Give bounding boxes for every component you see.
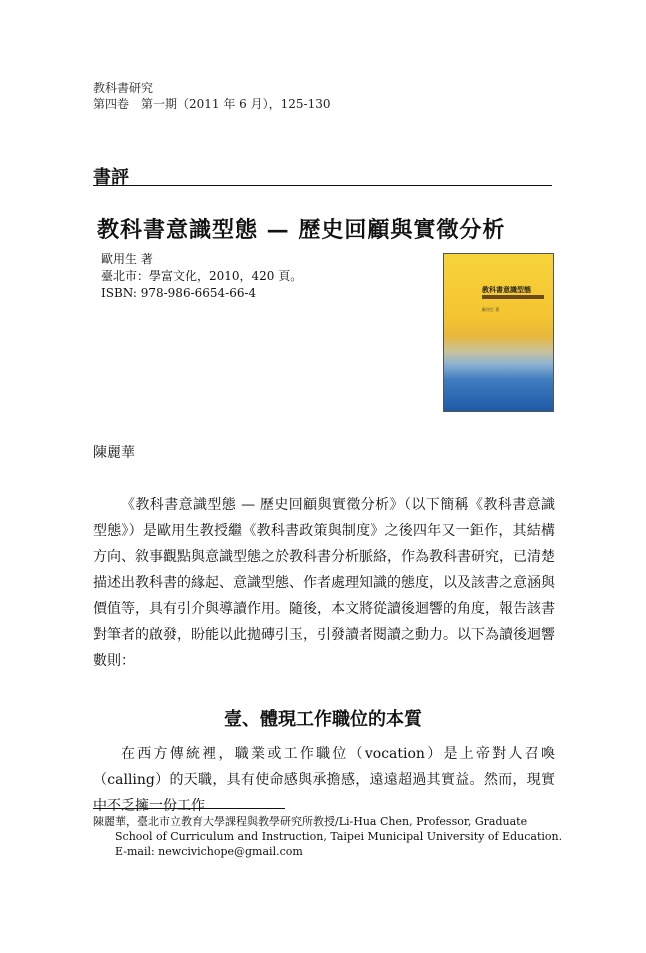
reviewer-name: 陳麗華 xyxy=(93,445,135,461)
book-isbn: ISBN: 978-986-6654-66-4 xyxy=(101,286,257,300)
footnote-email: E-mail: newcivichope@gmail.com xyxy=(115,845,303,858)
book-cover-subtitle-bar xyxy=(482,295,544,299)
footnote xyxy=(93,814,563,859)
book-cover-image xyxy=(443,253,554,412)
journal-issue: 第四卷 第一期（2011 年 6 月），125-130 xyxy=(93,97,331,111)
journal-name: 教科書研究 xyxy=(93,81,154,95)
footnote-line-2: School of Curriculum and Instruction, Taipei Municipal University of Education. xyxy=(115,830,563,843)
body-paragraph-1: 《教科書意識型態 — 歷史回顧與實徵分析》（以下簡稱《教科書意識型態》）是歐用生教授繼《教科書政策與制度》之後四年又一鉅作，其結構方向、敘事觀點與意識型態之於教科書分析脈絡，作為教科書研究，已清楚描述出教科書的緣起、意識型態、作者處理知識的態度，以及該書之意涵與價值等，具有引介與導讀作用。隨後，本文將從讀後迴響的角度，報告該書對筆者的啟發，盼能以此拋磚引玉，引發讀者閱讀之動力。以下為讀後迴響數則： xyxy=(93,497,555,669)
section-label: 書評 xyxy=(93,167,129,188)
book-cover-author: 歐用生 著 xyxy=(482,307,500,312)
book-cover-title: 教科書意識型態 xyxy=(482,285,531,294)
section-heading-1: 壹、體現工作職位的本質 xyxy=(224,709,422,730)
footnote-divider xyxy=(93,808,285,809)
book-meta xyxy=(101,251,302,302)
book-title: 教科書意識型態 — 歷史回顧與實徵分析 xyxy=(97,217,506,243)
section-divider xyxy=(93,185,552,186)
footnote-line-1: 陳麗華，臺北市立教育大學課程與教學研究所教授/Li-Hua Chen, Professor, Graduate xyxy=(93,815,528,828)
book-author: 歐用生 著 xyxy=(101,252,153,266)
journal-header xyxy=(93,80,330,112)
body-paragraph-2: 在西方傳統裡，職業或工作職位（vocation）是上帝對人召喚（calling）的天職，具有使命感與承擔感，遠遠超過其實益。然而，現實中不乏擁一份工作 xyxy=(93,746,555,814)
book-publisher: 臺北市：學富文化，2010，420 頁。 xyxy=(101,269,303,283)
